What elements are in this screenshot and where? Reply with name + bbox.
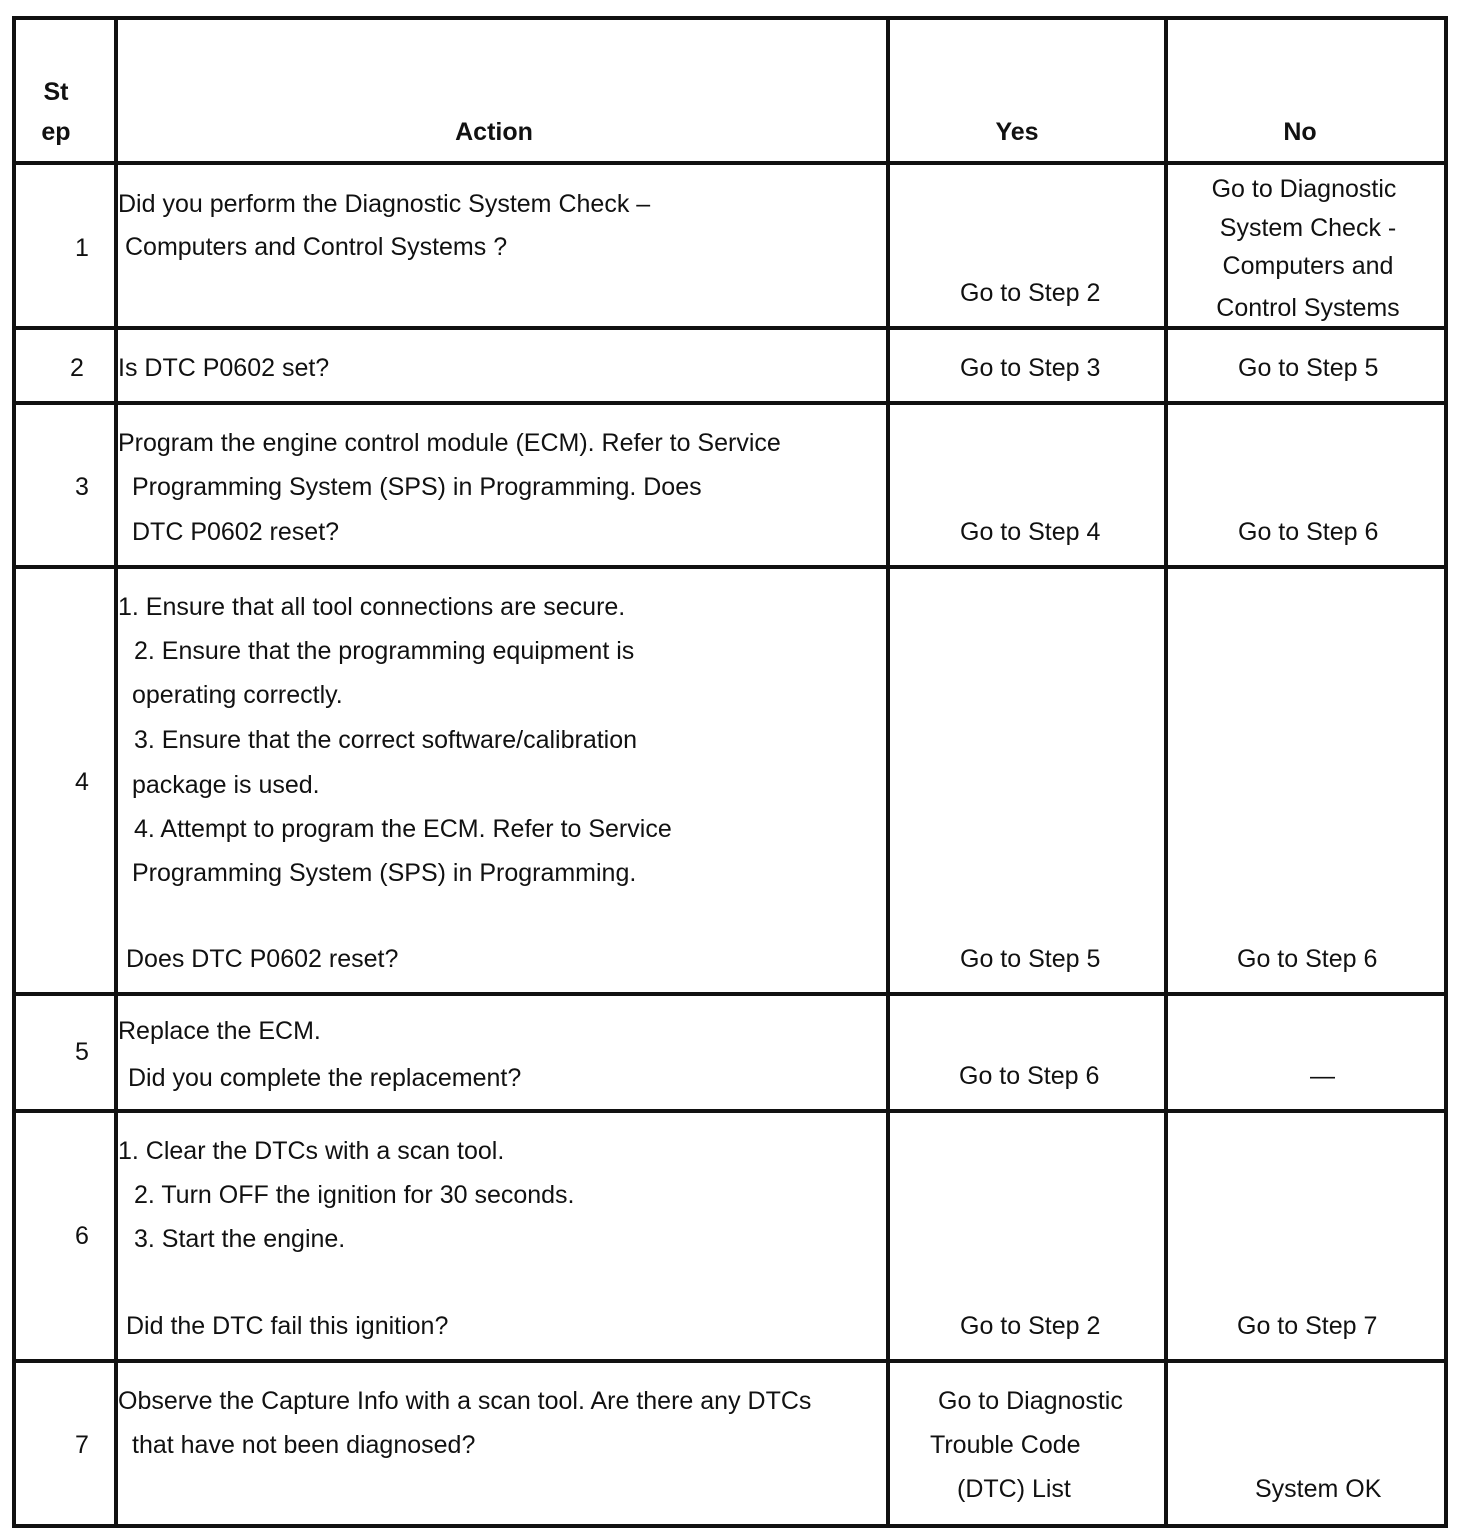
action-line: that have not been diagnosed? — [132, 1431, 476, 1459]
action-line: 3. Start the engine. — [134, 1225, 346, 1253]
step-number: 2 — [70, 354, 84, 382]
grid-line — [12, 565, 1448, 569]
action-line: 1. Clear the DTCs with a scan tool. — [118, 1137, 505, 1165]
no-result: Computers and — [1222, 252, 1394, 280]
yes-result: Go to Diagnostic — [938, 1387, 1123, 1415]
step-number: 3 — [75, 473, 89, 501]
header-step: St — [43, 78, 69, 106]
action-line: Replace the ECM. — [118, 1017, 321, 1045]
action-line: 4. Attempt to program the ECM. Refer to Service — [134, 815, 672, 843]
grid-line — [12, 16, 16, 1528]
grid-line — [12, 1359, 1448, 1363]
action-line: 2. Ensure that the programming equipment is — [134, 637, 635, 665]
action-line: Did the DTC fail this ignition? — [126, 1312, 449, 1340]
grid-line — [12, 992, 1448, 996]
grid-line — [12, 1524, 1448, 1528]
no-result: System Check - — [1219, 214, 1397, 242]
yes-result: (DTC) List — [957, 1475, 1071, 1503]
yes-result: Go to Step 3 — [960, 354, 1101, 382]
step-number: 1 — [75, 234, 89, 262]
action-line: package is used. — [132, 771, 320, 799]
action-line: 1. Ensure that all tool connections are secure. — [118, 593, 626, 621]
diagnostic-table — [12, 16, 1448, 1528]
grid-line — [114, 16, 118, 1528]
action-line: Observe the Capture Info with a scan tool. Are there any DTCs — [118, 1387, 812, 1415]
yes-result: Go to Step 6 — [959, 1062, 1100, 1090]
action-line: Programming System (SPS) in Programming. Does — [132, 473, 702, 501]
no-result: System OK — [1255, 1475, 1382, 1503]
no-result: Go to Step 7 — [1237, 1312, 1378, 1340]
action-line: Does DTC P0602 reset? — [126, 945, 399, 973]
grid-line — [12, 401, 1448, 405]
grid-line — [1444, 16, 1448, 1528]
no-result: — — [1310, 1062, 1335, 1090]
header-step: ep — [41, 118, 71, 146]
action-line: operating correctly. — [132, 681, 343, 709]
no-result: Control Systems — [1216, 294, 1400, 322]
action-line: Computers and Control Systems ? — [125, 233, 508, 261]
step-number: 5 — [75, 1038, 89, 1066]
grid-line — [886, 16, 890, 1528]
header-yes: Yes — [995, 118, 1039, 146]
action-line: Did you complete the replacement? — [128, 1064, 522, 1092]
no-result: Go to Step 6 — [1238, 518, 1379, 546]
header-no: No — [1283, 118, 1317, 146]
action-line: Programming System (SPS) in Programming. — [132, 859, 637, 887]
no-result: Go to Diagnostic — [1211, 175, 1397, 203]
yes-result: Go to Step 5 — [960, 945, 1101, 973]
action-line: Is DTC P0602 set? — [118, 354, 330, 382]
step-number: 7 — [75, 1431, 89, 1459]
no-result: Go to Step 6 — [1237, 945, 1378, 973]
step-number: 6 — [75, 1222, 89, 1250]
grid-line — [12, 161, 1448, 165]
action-line: 2. Turn OFF the ignition for 30 seconds. — [134, 1181, 575, 1209]
step-number: 4 — [75, 768, 89, 796]
grid-line — [12, 326, 1448, 330]
grid-line — [12, 16, 1448, 20]
header-action: Action — [455, 118, 533, 146]
action-line: 3. Ensure that the correct software/calibration — [134, 726, 638, 754]
grid-line — [1164, 16, 1168, 1528]
action-line: DTC P0602 reset? — [132, 518, 340, 546]
yes-result: Go to Step 2 — [960, 1312, 1101, 1340]
yes-result: Trouble Code — [930, 1431, 1081, 1459]
yes-result: Go to Step 2 — [960, 279, 1101, 307]
yes-result: Go to Step 4 — [960, 518, 1101, 546]
grid-line — [12, 1109, 1448, 1113]
action-line: Did you perform the Diagnostic System Check – — [118, 190, 651, 218]
no-result: Go to Step 5 — [1238, 354, 1379, 382]
action-line: Program the engine control module (ECM). Refer to Service — [118, 429, 781, 457]
